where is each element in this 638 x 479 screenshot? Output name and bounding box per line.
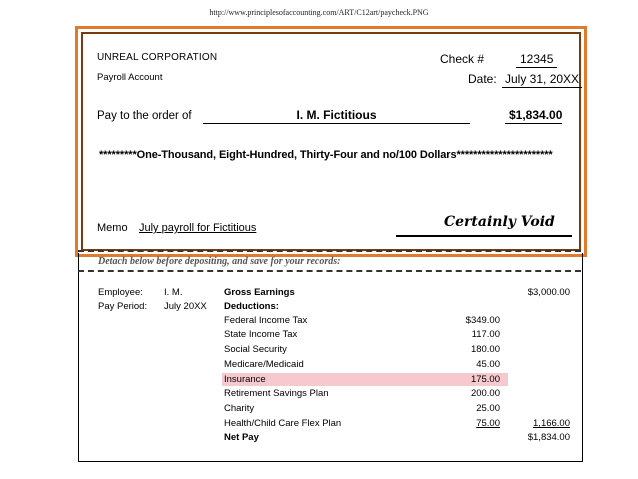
deduction-amount: 200.00 [470, 388, 500, 399]
check-number-value: 12345 [516, 52, 557, 68]
employee-label: Employee: [98, 287, 143, 298]
check-number-label: Check # [440, 52, 485, 66]
deduction-label: State Income Tax [224, 329, 298, 340]
deduction-label: Federal Income Tax [224, 315, 308, 326]
gross-earnings-value: $3,000.00 [527, 287, 570, 298]
deduction-amount: $349.00 [465, 315, 500, 326]
detach-instruction: Detach below before depositing, and save for your records: [98, 256, 341, 267]
deduction-label-insurance: Insurance [224, 374, 266, 385]
net-pay-label: Net Pay [224, 432, 259, 443]
signature: Certainly Void [444, 214, 555, 230]
amount-in-words: *********One-Thousand, Eight-Hundred, Thirty-Four and no/100 Dollars*********************** [99, 149, 553, 161]
payee-name: I. M. Fictitious [203, 108, 470, 124]
gross-earnings-label: Gross Earnings [224, 287, 295, 298]
deduction-amount: 45.00 [476, 359, 500, 370]
deduction-label: Social Security [224, 344, 287, 355]
deduction-label: Charity [224, 403, 255, 414]
deduction-label: Retirement Savings Plan [224, 388, 329, 399]
perforation-line-top [78, 250, 581, 252]
employee-value: I. M. [164, 287, 183, 298]
check-amount: $1,834.00 [505, 108, 562, 124]
total-deductions-value: 1,166.00 [533, 418, 570, 429]
perforation-line-bottom [78, 270, 581, 272]
deduction-label: Medicare/Medicaid [224, 359, 304, 370]
pay-period-label: Pay Period: [98, 301, 148, 312]
source-url: http://www.principlesofaccounting.com/ART/C12art/paycheck.PNG [209, 8, 429, 17]
date-label: Date: [468, 72, 497, 86]
memo-value: July payroll for Fictitious [139, 222, 257, 234]
deduction-amount: 180.00 [470, 344, 500, 355]
net-pay-value: $1,834.00 [527, 432, 570, 443]
pay-period-value: July 20XX [164, 301, 207, 312]
deduction-amount: 25.00 [476, 403, 500, 414]
date-value: July 31, 20XX [502, 72, 582, 88]
signature-line [396, 235, 572, 237]
pay-to-label: Pay to the order of [97, 110, 192, 122]
deduction-label: Health/Child Care Flex Plan [224, 418, 342, 429]
deduction-amount-insurance: 175.00 [470, 374, 500, 385]
deduction-amount: 117.00 [471, 329, 500, 340]
account-name: Payroll Account [97, 72, 163, 83]
deductions-label: Deductions: [224, 301, 279, 312]
paycheck [81, 32, 581, 251]
pay-stub [78, 253, 583, 462]
deduction-amount: 75.00 [476, 418, 500, 429]
memo-label: Memo [97, 222, 128, 234]
company-name: UNREAL CORPORATION [97, 52, 218, 63]
